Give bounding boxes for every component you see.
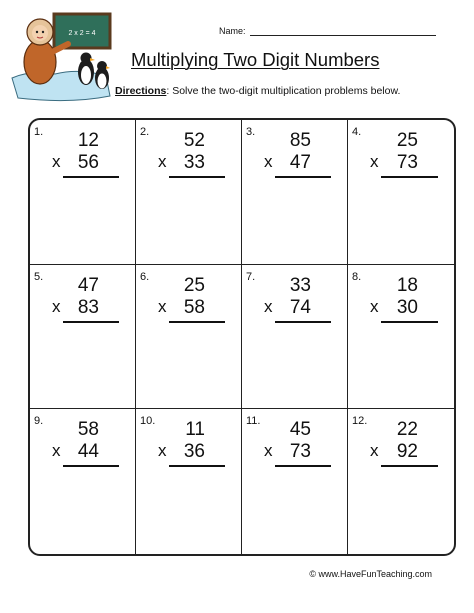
multiplier: 44 bbox=[77, 441, 99, 463]
directions bbox=[115, 85, 400, 97]
problem-number: 1. bbox=[34, 126, 44, 138]
problem-cell bbox=[242, 120, 348, 265]
problem-number: 3. bbox=[246, 126, 256, 138]
multiplicand: 12 bbox=[77, 130, 99, 151]
answer-line bbox=[169, 321, 225, 323]
multiplicand: 58 bbox=[77, 419, 99, 441]
problem-grid bbox=[28, 118, 456, 556]
directions-text: : Solve the two-digit multiplication problems below. bbox=[166, 85, 401, 97]
problem-number: 10. bbox=[140, 415, 156, 428]
footer-copyright: © www.HaveFunTeaching.com bbox=[309, 569, 432, 579]
multiplicand: 52 bbox=[183, 130, 205, 151]
multiply-sign: x bbox=[264, 152, 273, 171]
multiply-sign: x bbox=[264, 441, 273, 461]
multiplicand: 25 bbox=[396, 130, 418, 151]
answer-line bbox=[381, 465, 438, 467]
multiplier: 36 bbox=[183, 441, 205, 463]
problem-number: 4. bbox=[352, 126, 362, 138]
multiply-sign: x bbox=[52, 296, 61, 316]
multiplier: 92 bbox=[396, 441, 418, 463]
multiplier: 58 bbox=[183, 296, 205, 318]
name-field bbox=[219, 26, 436, 36]
multiply-sign: x bbox=[52, 441, 61, 461]
directions-label: Directions bbox=[115, 85, 167, 97]
multiply-sign: x bbox=[370, 296, 379, 316]
multiply-sign: x bbox=[158, 441, 167, 461]
answer-line bbox=[275, 321, 331, 323]
answer-line bbox=[381, 321, 438, 323]
multiply-sign: x bbox=[158, 296, 167, 316]
answer-line bbox=[169, 465, 225, 467]
chalkboard-text: 2 x 2 = 4 bbox=[68, 30, 96, 37]
answer-line bbox=[275, 176, 331, 178]
multiply-sign: x bbox=[370, 152, 379, 171]
problem-cell bbox=[136, 120, 242, 265]
problem-cell bbox=[30, 265, 136, 410]
answer-line bbox=[381, 176, 438, 178]
multiplier: 83 bbox=[77, 296, 99, 318]
problem-cell bbox=[348, 120, 454, 265]
answer-line bbox=[169, 176, 225, 178]
name-label: Name: bbox=[219, 26, 246, 36]
answer-line bbox=[63, 176, 119, 178]
multiplicand: 47 bbox=[77, 274, 99, 296]
multiplier: 74 bbox=[289, 296, 311, 318]
page-title: Multiplying Two Digit Numbers bbox=[131, 49, 380, 70]
problem-number: 9. bbox=[34, 415, 44, 428]
multiplier: 56 bbox=[77, 152, 99, 173]
answer-line bbox=[275, 465, 331, 467]
problem-number: 6. bbox=[140, 270, 150, 283]
problem-number: 11. bbox=[246, 415, 261, 428]
problem-cell bbox=[242, 265, 348, 410]
problem-cell bbox=[136, 409, 242, 554]
problem-number: 2. bbox=[140, 126, 150, 138]
problem-cell bbox=[30, 120, 136, 265]
multiply-sign: x bbox=[158, 152, 167, 171]
multiplicand: 22 bbox=[396, 419, 418, 441]
problem-number: 8. bbox=[352, 270, 362, 283]
answer-line bbox=[63, 465, 119, 467]
problem-cell bbox=[348, 409, 454, 554]
problem-cell bbox=[242, 409, 348, 554]
multiply-sign: x bbox=[370, 441, 379, 461]
multiplicand: 11 bbox=[185, 419, 205, 441]
multiplicand: 85 bbox=[289, 130, 311, 151]
multiplier: 33 bbox=[183, 152, 205, 173]
multiplier: 73 bbox=[289, 441, 311, 463]
problem-number: 5. bbox=[34, 270, 44, 283]
teacher-with-penguins-clipart-icon bbox=[10, 8, 120, 106]
problem-cell bbox=[348, 265, 454, 410]
multiplicand: 33 bbox=[289, 274, 311, 296]
multiplicand: 45 bbox=[289, 419, 311, 441]
multiply-sign: x bbox=[52, 152, 61, 171]
multiplier: 73 bbox=[396, 152, 418, 173]
multiply-sign: x bbox=[264, 296, 273, 316]
multiplier: 30 bbox=[396, 296, 418, 318]
answer-line bbox=[63, 321, 119, 323]
problem-number: 12. bbox=[352, 415, 368, 428]
problem-number: 7. bbox=[246, 270, 256, 283]
multiplicand: 25 bbox=[183, 274, 205, 296]
problem-cell bbox=[136, 265, 242, 410]
multiplier: 47 bbox=[289, 152, 311, 173]
name-underline bbox=[250, 26, 436, 36]
problem-cell bbox=[30, 409, 136, 554]
multiplicand: 18 bbox=[396, 274, 418, 296]
